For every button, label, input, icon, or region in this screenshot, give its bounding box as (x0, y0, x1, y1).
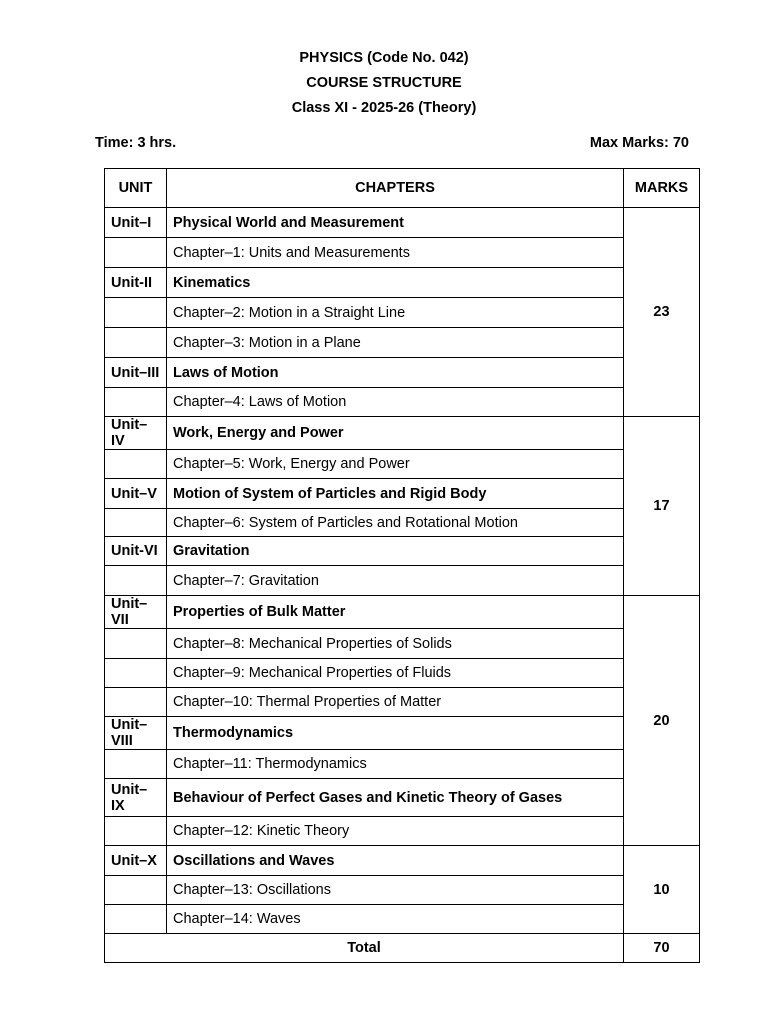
unit-title-cell: Oscillations and Waves (167, 846, 624, 876)
table-row (105, 779, 700, 817)
total-row (105, 934, 700, 963)
unit-title-cell: Gravitation (167, 537, 624, 566)
unit-cell: Unit-II (105, 268, 167, 298)
doc-title: PHYSICS (Code No. 042) (299, 50, 469, 66)
table-header-row (105, 169, 700, 208)
marks-cell: 17 (624, 417, 700, 596)
chapter-cell: Chapter–12: Kinetic Theory (167, 817, 624, 846)
unit-title-cell: Behaviour of Perfect Gases and Kinetic Theory of Gases (167, 779, 624, 817)
chapter-cell: Chapter–7: Gravitation (167, 566, 624, 596)
table-row (105, 629, 700, 659)
unit-cell: Unit–IV (105, 417, 167, 450)
unit-column-header: UNIT (105, 169, 167, 208)
table-row (105, 817, 700, 846)
chapter-cell: Chapter–3: Motion in a Plane (167, 328, 624, 358)
unit-cell (105, 659, 167, 688)
table-row (105, 596, 700, 629)
table-row (105, 358, 700, 388)
unit-cell (105, 876, 167, 905)
table-row (105, 659, 700, 688)
table-row (105, 208, 700, 238)
table-body (105, 208, 700, 934)
unit-cell (105, 688, 167, 717)
doc-subtitle: COURSE STRUCTURE (306, 75, 462, 91)
unit-cell (105, 750, 167, 779)
unit-cell: Unit–I (105, 208, 167, 238)
table-row (105, 328, 700, 358)
table-row (105, 479, 700, 509)
chapter-cell: Chapter–10: Thermal Properties of Matter (167, 688, 624, 717)
table-row (105, 417, 700, 450)
unit-cell: Unit–VIII (105, 717, 167, 750)
unit-cell (105, 817, 167, 846)
table-row (105, 450, 700, 479)
chapter-cell: Chapter–2: Motion in a Straight Line (167, 298, 624, 328)
unit-title-cell: Properties of Bulk Matter (167, 596, 624, 629)
unit-title-cell: Kinematics (167, 268, 624, 298)
unit-cell (105, 566, 167, 596)
total-label: Total (105, 934, 624, 963)
total-marks: 70 (624, 934, 700, 963)
unit-title-cell: Laws of Motion (167, 358, 624, 388)
chapter-cell: Chapter–9: Mechanical Properties of Fluids (167, 659, 624, 688)
table-row (105, 298, 700, 328)
table-row (105, 566, 700, 596)
table-row (105, 238, 700, 268)
unit-cell: Unit–V (105, 479, 167, 509)
chapter-cell: Chapter–14: Waves (167, 905, 624, 934)
max-marks-label: Max Marks: 70 (589, 135, 689, 151)
doc-class-line: Class XI - 2025-26 (Theory) (291, 100, 477, 116)
chapters-column-header: CHAPTERS (167, 169, 624, 208)
chapter-cell: Chapter–5: Work, Energy and Power (167, 450, 624, 479)
course-structure-table (104, 168, 700, 963)
chapter-cell: Chapter–11: Thermodynamics (167, 750, 624, 779)
table-row (105, 717, 700, 750)
unit-title-cell: Motion of System of Particles and Rigid Body (167, 479, 624, 509)
unit-cell: Unit–IX (105, 779, 167, 817)
chapter-cell: Chapter–8: Mechanical Properties of Solids (167, 629, 624, 659)
unit-title-cell: Physical World and Measurement (167, 208, 624, 238)
unit-cell (105, 509, 167, 537)
table-row (105, 268, 700, 298)
unit-cell: Unit–X (105, 846, 167, 876)
unit-cell: Unit-VI (105, 537, 167, 566)
unit-cell (105, 388, 167, 417)
chapter-cell: Chapter–4: Laws of Motion (167, 388, 624, 417)
unit-cell (105, 629, 167, 659)
unit-cell: Unit–III (105, 358, 167, 388)
unit-cell (105, 450, 167, 479)
table-row (105, 846, 700, 876)
unit-title-cell: Work, Energy and Power (167, 417, 624, 450)
marks-column-header: MARKS (624, 169, 700, 208)
table-row (105, 688, 700, 717)
unit-cell (105, 298, 167, 328)
table-row (105, 905, 700, 934)
unit-cell (105, 238, 167, 268)
marks-cell: 23 (624, 208, 700, 417)
table-row (105, 876, 700, 905)
marks-cell: 10 (624, 846, 700, 934)
unit-cell (105, 905, 167, 934)
time-label: Time: 3 hrs. (95, 135, 177, 151)
table-row (105, 750, 700, 779)
table-row (105, 388, 700, 417)
unit-title-cell: Thermodynamics (167, 717, 624, 750)
chapter-cell: Chapter–13: Oscillations (167, 876, 624, 905)
chapter-cell: Chapter–1: Units and Measurements (167, 238, 624, 268)
table-row (105, 509, 700, 537)
marks-cell: 20 (624, 596, 700, 846)
unit-cell (105, 328, 167, 358)
table-row (105, 537, 700, 566)
chapter-cell: Chapter–6: System of Particles and Rotational Motion (167, 509, 624, 537)
unit-cell: Unit–VII (105, 596, 167, 629)
